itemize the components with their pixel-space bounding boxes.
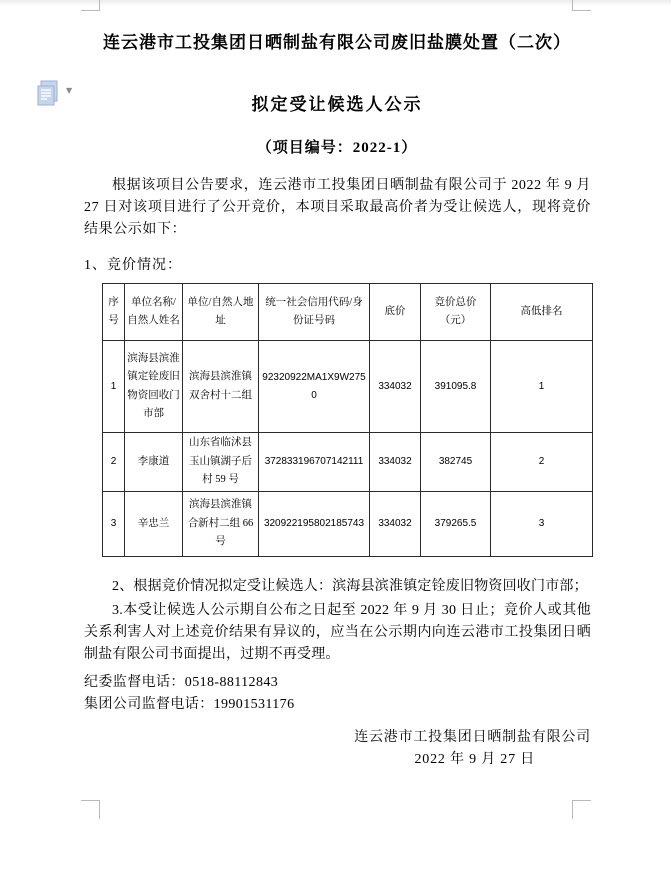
text-boundary-mark-top-right — [572, 0, 591, 11]
cell-bid-total: 382745 — [421, 433, 491, 492]
table-row — [103, 341, 593, 433]
paste-options-button[interactable] — [34, 78, 78, 108]
intro-paragraph: 根据该项目公告要求，连云港市工投集团日晒制盐有限公司于 2022 年 9 月 27 日对该项目进行了公开竞价，本项目采取最高价者为受让候选人，现将竞价结果公示如下： — [84, 178, 591, 237]
header-bid-total: 竞价总价（元） — [421, 284, 491, 341]
header-name: 单位名称/自然人姓名 — [125, 284, 183, 341]
paragraph-2: 2、根据竞价情况拟定受让候选人：滨海县滨淮镇定铨废旧物资回收门市部； — [112, 579, 588, 594]
cell-seq: 1 — [103, 341, 125, 433]
cell-address: 滨海县滨淮镇双舍村十二组 — [183, 341, 259, 433]
table-row — [103, 433, 593, 492]
cell-bid-total: 379265.5 — [421, 492, 491, 557]
cell-base-price: 334032 — [370, 433, 421, 492]
cell-seq: 3 — [103, 492, 125, 557]
doc-project-number: （项目编号：2022-1） — [256, 140, 418, 156]
cell-address: 山东省临沭县玉山镇湖子后村 59 号 — [183, 433, 259, 492]
table-row — [103, 492, 593, 557]
header-credit-code: 统一社会信用代码/身份证号码 — [259, 284, 370, 341]
signature-company: 连云港市工投集团日晒制盐有限公司 — [354, 730, 591, 745]
paragraph-3: 3.本受让候选人公示期自公布之日起至 2022 年 9 月 30 日止；竞价人或其他关系利害人对上述竞价结果有异议的，应当在公示期内向连云港市工投集团日晒制盐有限公司书面提出，过期不再受理。 — [84, 603, 591, 662]
signature-date: 2022 年 9 月 27 日 — [414, 752, 535, 767]
cell-ranking: 1 — [491, 341, 593, 433]
header-base-price: 底价 — [370, 284, 421, 341]
cell-seq: 2 — [103, 433, 125, 492]
doc-title-line2: 拟定受让候选人公示 — [251, 95, 423, 114]
cell-base-price: 334032 — [370, 492, 421, 557]
cell-name: 辛忠兰 — [125, 492, 183, 557]
header-ranking: 高低排名 — [491, 284, 593, 341]
cell-name: 滨海县滨淮镇定铨废旧物资回收门市部 — [125, 341, 183, 433]
discipline-phone-line: 纪委监督电话：0518-88112843 — [84, 675, 279, 690]
cell-credit-code: 92320922MA1X9W2750 — [259, 341, 370, 433]
header-seq: 序号 — [103, 284, 125, 341]
bid-results-table — [102, 283, 593, 557]
section-1-heading: 1、竞价情况： — [84, 258, 182, 273]
cell-ranking: 3 — [491, 492, 593, 557]
paste-options-icon — [37, 80, 61, 111]
text-boundary-mark-top-left — [81, 0, 100, 11]
text-boundary-mark-bottom-left — [81, 800, 100, 819]
cell-ranking: 2 — [491, 433, 593, 492]
text-boundary-mark-bottom-right — [572, 800, 591, 819]
cell-base-price: 334032 — [370, 341, 421, 433]
cell-credit-code: 320922195802185743 — [259, 492, 370, 557]
cell-name: 李康道 — [125, 433, 183, 492]
paste-dropdown-arrow-icon[interactable]: ▼ — [66, 86, 73, 95]
cell-address: 滨海县滨淮镇合新村二组 66 号 — [183, 492, 259, 557]
cell-bid-total: 391095.8 — [421, 341, 491, 433]
group-phone-line: 集团公司监督电话：19901531176 — [84, 697, 295, 712]
doc-title-line1: 连云港市工投集团日晒制盐有限公司废旧盐膜处置（二次） — [103, 33, 571, 52]
table-header-row — [103, 284, 593, 341]
top-edge-shadow — [0, 0, 671, 6]
cell-credit-code: 372833196707142111 — [259, 433, 370, 492]
header-address: 单位/自然人地址 — [183, 284, 259, 341]
